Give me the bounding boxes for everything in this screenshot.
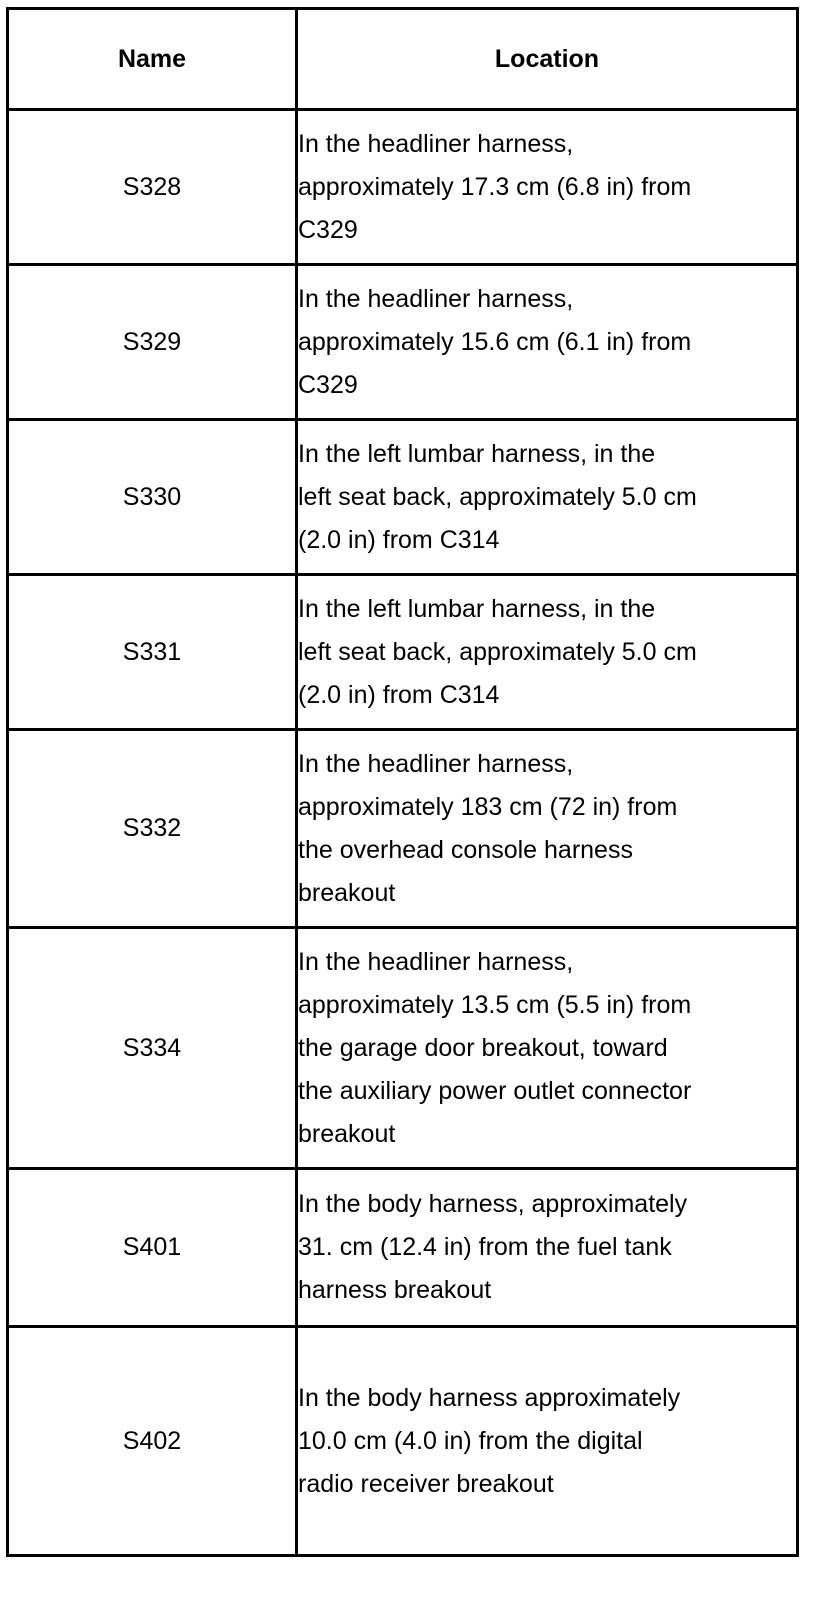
location-line: breakout bbox=[298, 1119, 396, 1148]
table-header-row bbox=[8, 9, 798, 110]
splice-name: S329 bbox=[8, 265, 297, 420]
splice-location bbox=[297, 575, 798, 730]
splice-name: S402 bbox=[8, 1327, 297, 1556]
splice-name: S328 bbox=[8, 110, 297, 265]
table-row bbox=[8, 1327, 798, 1556]
location-line: the overhead console harness bbox=[298, 835, 633, 864]
location-line: left seat back, approximately 5.0 cm bbox=[298, 637, 697, 666]
location-line: In the headliner harness, bbox=[298, 749, 574, 778]
header-location: Location bbox=[297, 9, 798, 110]
splice-name: S334 bbox=[8, 928, 297, 1169]
location-line: 31. cm (12.4 in) from the fuel tank bbox=[298, 1233, 672, 1261]
splice-name: S401 bbox=[8, 1169, 297, 1327]
table-row bbox=[8, 420, 798, 575]
location-line: (2.0 in) from C314 bbox=[298, 680, 500, 709]
location-line: (2.0 in) from C314 bbox=[298, 525, 500, 554]
splice-location bbox=[297, 928, 798, 1169]
location-line: 10.0 cm (4.0 in) from the digital bbox=[298, 1426, 643, 1455]
location-line: In the body harness approximately bbox=[298, 1383, 681, 1412]
location-line: In the body harness, approximately bbox=[298, 1190, 688, 1218]
location-line: breakout bbox=[298, 878, 396, 907]
splice-location bbox=[297, 265, 798, 420]
splice-location bbox=[297, 110, 798, 265]
splice-location bbox=[297, 420, 798, 575]
location-line: approximately 15.6 cm (6.1 in) from bbox=[298, 327, 692, 356]
table-row bbox=[8, 110, 798, 265]
location-line: C329 bbox=[298, 370, 358, 399]
location-line: In the headliner harness, bbox=[298, 129, 574, 158]
table-row bbox=[8, 928, 798, 1169]
table-row bbox=[8, 575, 798, 730]
location-line: harness breakout bbox=[298, 1276, 492, 1304]
location-line: In the headliner harness, bbox=[298, 947, 574, 976]
splice-location bbox=[297, 1169, 798, 1327]
location-line: approximately 13.5 cm (5.5 in) from bbox=[298, 990, 692, 1019]
table-row bbox=[8, 1169, 798, 1327]
table-row bbox=[8, 730, 798, 928]
location-line: approximately 17.3 cm (6.8 in) from bbox=[298, 172, 692, 201]
table-row bbox=[8, 265, 798, 420]
location-line: the garage door breakout, toward bbox=[298, 1033, 668, 1062]
splice-name: S332 bbox=[8, 730, 297, 928]
splice-location bbox=[297, 730, 798, 928]
location-line: the auxiliary power outlet connector bbox=[298, 1076, 692, 1105]
splice-name: S330 bbox=[8, 420, 297, 575]
location-line: In the headliner harness, bbox=[298, 284, 574, 313]
location-line: In the left lumbar harness, in the bbox=[298, 594, 656, 623]
splice-location bbox=[297, 1327, 798, 1556]
location-line: left seat back, approximately 5.0 cm bbox=[298, 482, 697, 511]
location-line: C329 bbox=[298, 215, 358, 244]
location-line: In the left lumbar harness, in the bbox=[298, 439, 656, 468]
splice-location-table bbox=[6, 7, 799, 1557]
location-line: approximately 183 cm (72 in) from bbox=[298, 792, 678, 821]
header-name: Name bbox=[8, 9, 297, 110]
splice-name: S331 bbox=[8, 575, 297, 730]
location-line: radio receiver breakout bbox=[298, 1469, 554, 1498]
